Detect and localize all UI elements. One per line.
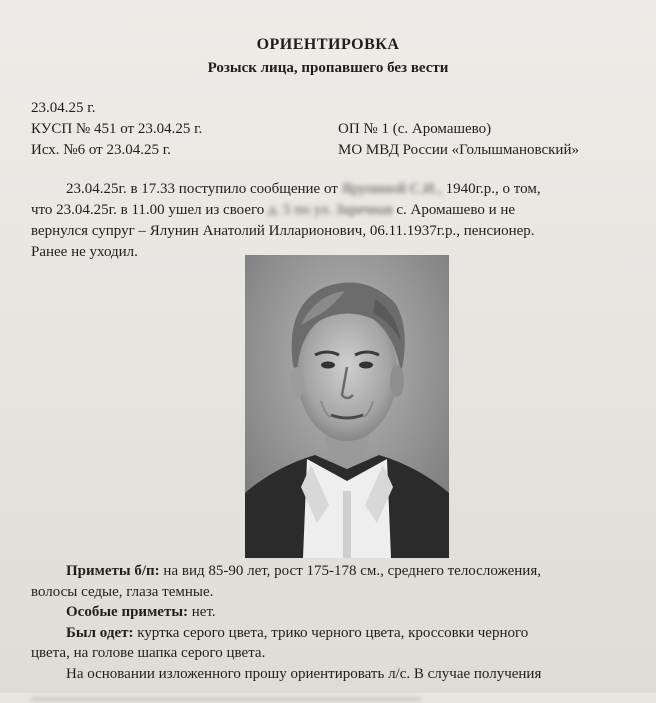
report-line-1 xyxy=(66,181,541,198)
meta-ministry: МО МВД России «Голышмановский» xyxy=(338,142,579,158)
special-signs-label: Особые приметы: xyxy=(66,604,189,620)
report-line-2-end: с. Аромашево и не xyxy=(396,202,516,218)
report-line-3: вернулся супруг – Ялунин Анатолий Илларионович, 06.11.1937г.р., пенсионер. xyxy=(31,223,535,239)
signs-line-1 xyxy=(66,563,541,580)
meta-kusp: КУСП № 451 от 23.04.25 г. xyxy=(31,121,203,137)
clothes-line-2: цвета, на голове шапка серого цвета. xyxy=(31,645,266,661)
clothes-text-1: куртка серого цвета, трико черного цвета, кроссовки черного xyxy=(137,625,529,641)
document-subtitle: Розыск лица, пропавшего без вести xyxy=(207,60,449,76)
meta-department: ОП № 1 (с. Аромашево) xyxy=(338,121,492,137)
clothes-label: Был одет: xyxy=(66,625,134,641)
special-signs-value: нет. xyxy=(191,604,216,620)
clothes-line-1 xyxy=(66,625,528,642)
meta-outgoing: Исх. №6 от 23.04.25 г. xyxy=(31,142,171,158)
document-title: ОРИЕНТИРОВКА xyxy=(256,36,400,53)
report-line-4: Ранее не уходил. xyxy=(31,244,138,260)
redacted-address: д. 5 по ул. Заречная xyxy=(268,202,393,218)
signs-label: Приметы б/п: xyxy=(66,563,160,579)
redacted-reporter-name: Яруниной С.И., xyxy=(341,181,442,197)
missing-person-photo xyxy=(245,255,449,558)
request-line-1: На основании изложенного прошу ориентировать л/с. В случае получения xyxy=(66,666,542,682)
special-signs-line xyxy=(66,604,216,621)
report-line-1-end: 1940г.р., о том, xyxy=(445,181,541,197)
report-line-2-start: что 23.04.25г. в 11.00 ушел из своего xyxy=(31,202,265,218)
cut-off-line: ____________________________________________________ xyxy=(31,686,421,702)
meta-date: 23.04.25 г. xyxy=(31,100,96,116)
report-line-2 xyxy=(31,202,515,219)
report-line-1-start: 23.04.25г. в 17.33 поступило сообщение от xyxy=(66,181,338,197)
signs-line-2: волосы седые, глаза темные. xyxy=(31,584,214,600)
portrait-image xyxy=(245,255,449,558)
signs-text-1: на вид 85-90 лет, рост 175-178 см., среднего телосложения, xyxy=(163,563,541,579)
